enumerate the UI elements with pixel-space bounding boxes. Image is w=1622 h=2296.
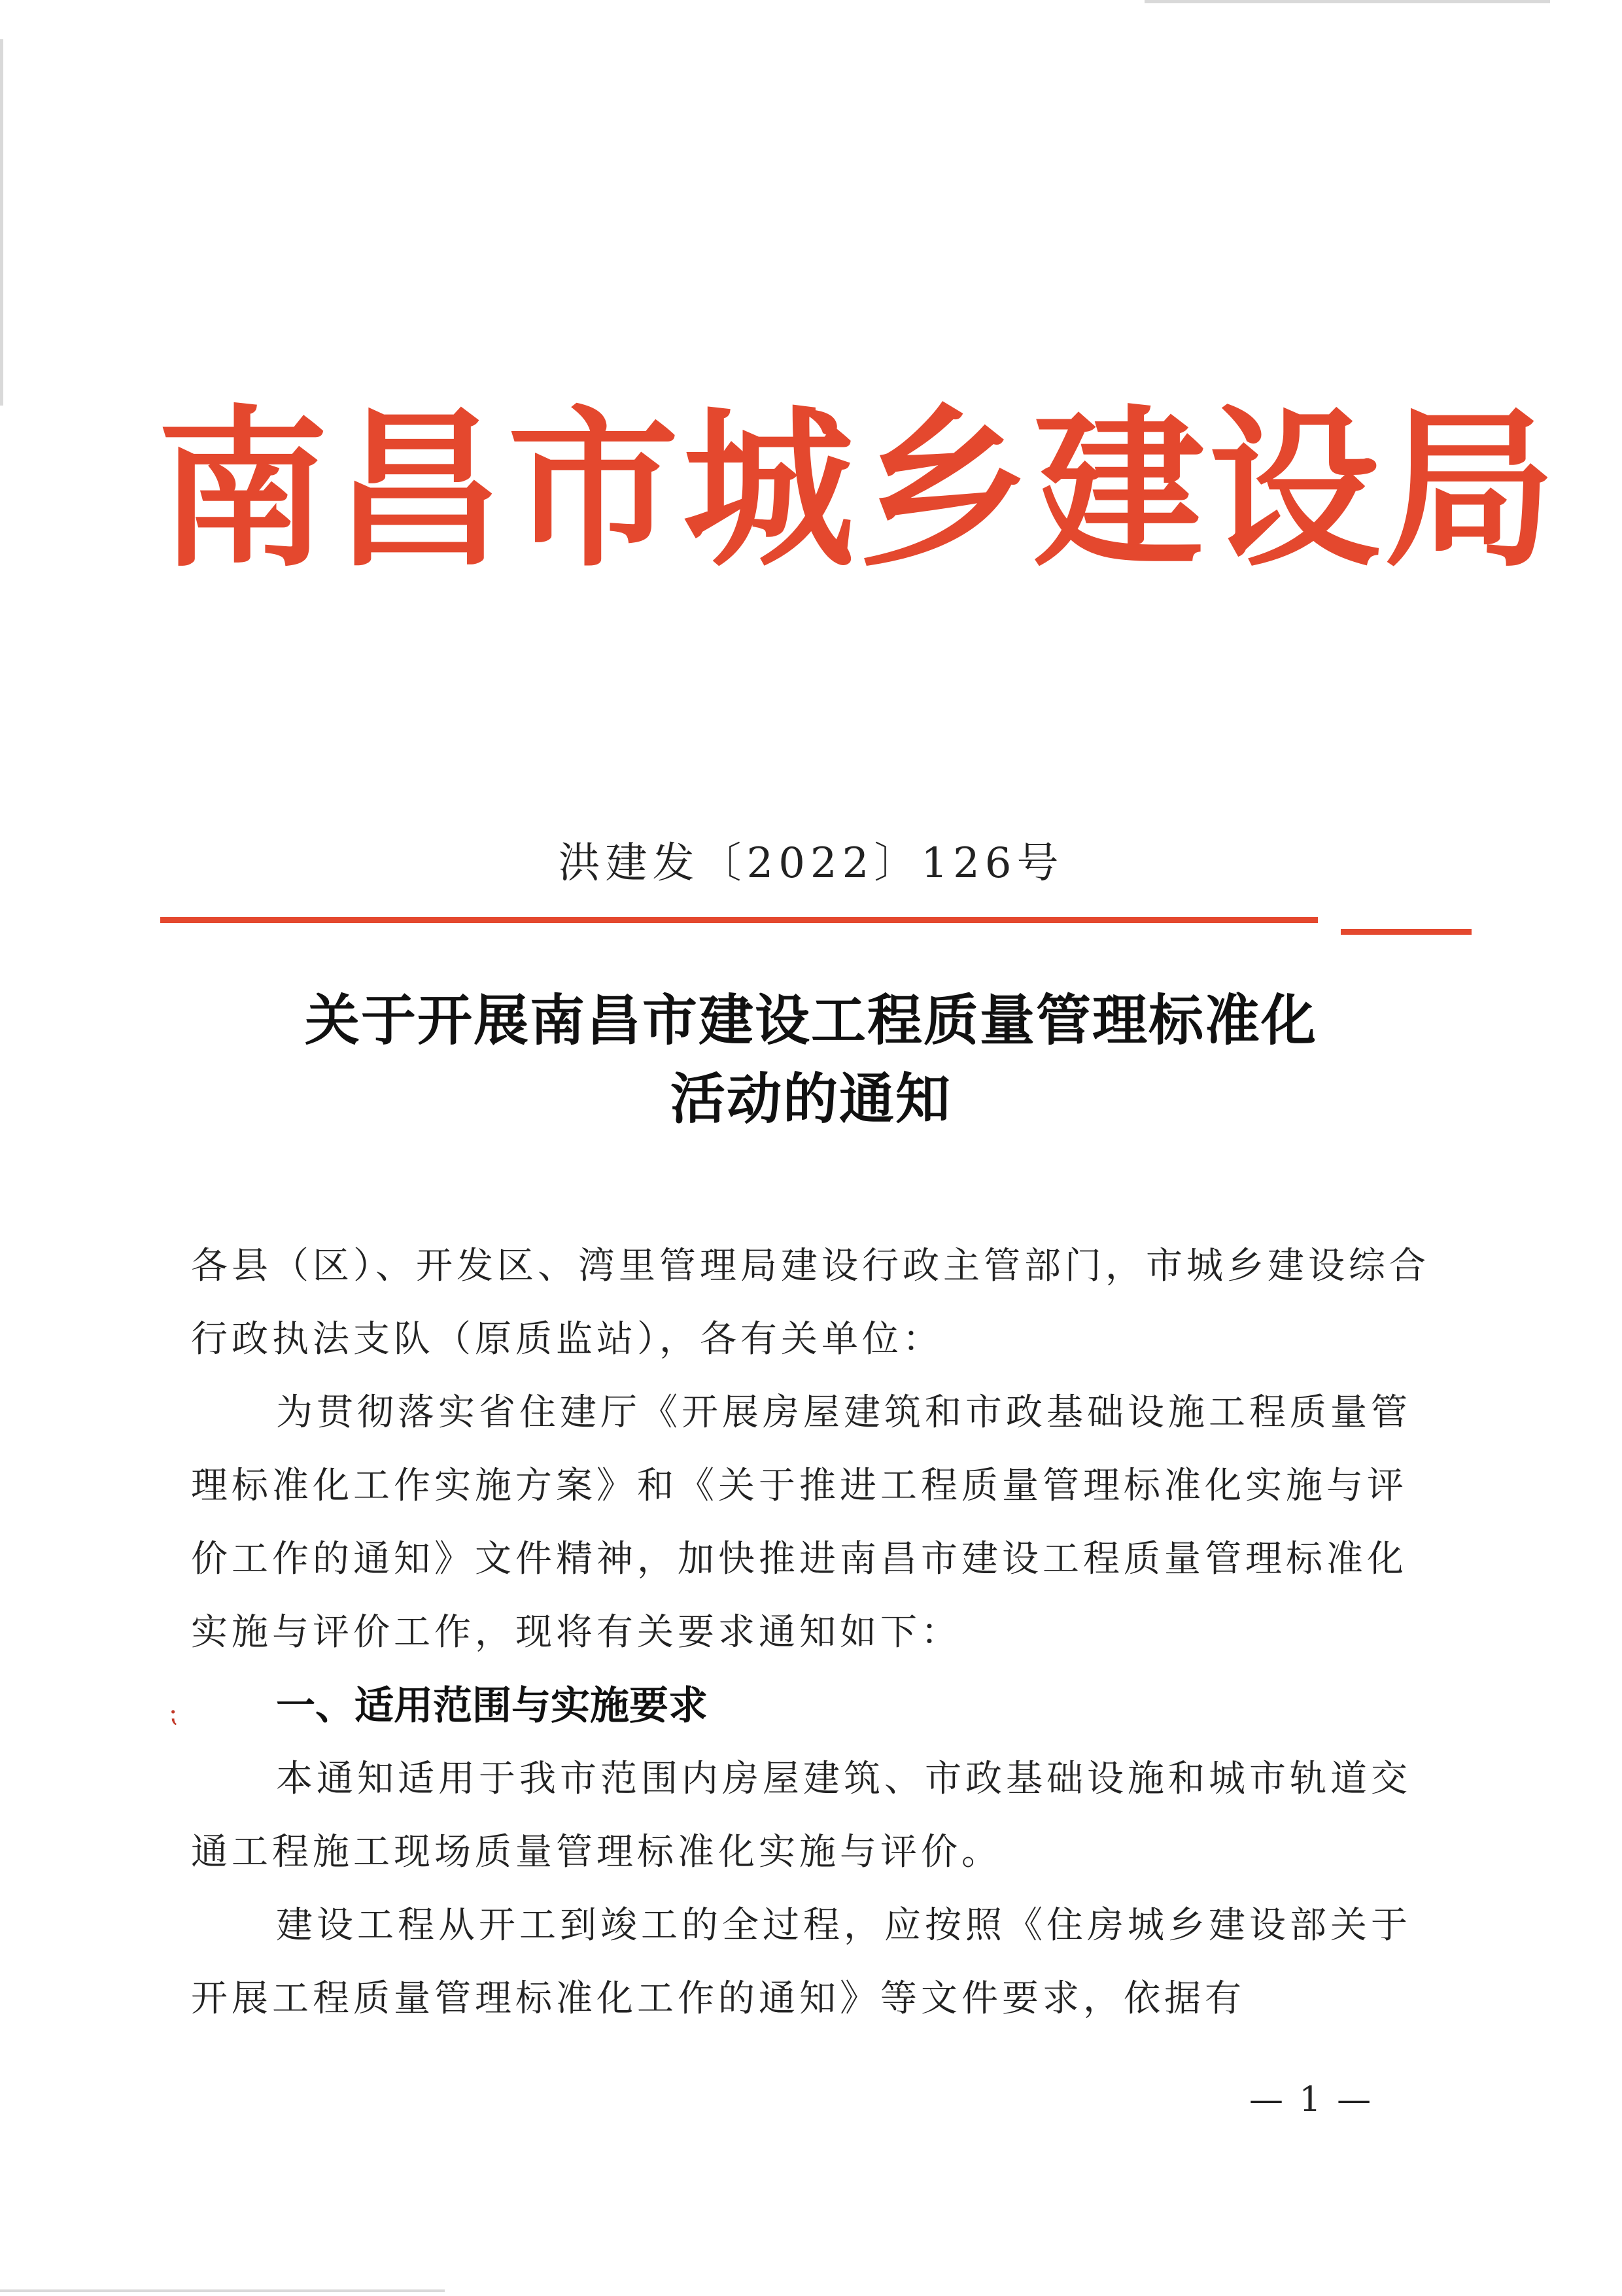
scan-fold-left: [0, 39, 3, 406]
notice-title-line-2: 活动的通知: [670, 1066, 952, 1131]
section-heading-1: 一、适用范围与实施要求: [276, 1683, 708, 1729]
intro-paragraph: 为贯彻落实省住建厅《开展房屋建筑和市政基础设施工程质量管理标准化工作实施方案》和《关于推进工程质量管理标准化实施与评价工作的通知》文件精神，加快推进南昌市建设工程质量管理标准化实施与评价工作，现将有关要求通知如下：: [191, 1391, 1411, 1654]
notice-title-line-1: 关于开展南昌市建设工程质量管理标准化: [304, 988, 1317, 1052]
page-number: — 1 —: [1249, 2080, 1374, 2119]
issuer-header: 南昌市城乡建设局: [157, 391, 1559, 590]
scan-edge-top: [1145, 0, 1550, 3]
scan-edge-bottom: [0, 2289, 445, 2292]
scope-paragraph: 本通知适用于我市范围内房屋建筑、市政基础设施和城市轨道交通工程施工现场质量管理标准化实施与评价。: [191, 1758, 1411, 1873]
red-divider-right: [1341, 929, 1472, 935]
addressee-paragraph: 各县（区）、开发区、湾里管理局建设行政主管部门，市城乡建设综合行政执法支队（原质监站），各有关单位：: [191, 1245, 1430, 1361]
requirements-paragraph: 建设工程从开工到竣工的全过程，应按照《住房城乡建设部关于开展工程质量管理标准化工作的通知》等文件要求，依据有: [191, 1904, 1411, 2020]
red-divider-left: [160, 917, 1318, 923]
document-number: 洪建发〔2022〕126号: [558, 839, 1064, 888]
red-speck: ⁏: [169, 1698, 178, 1728]
